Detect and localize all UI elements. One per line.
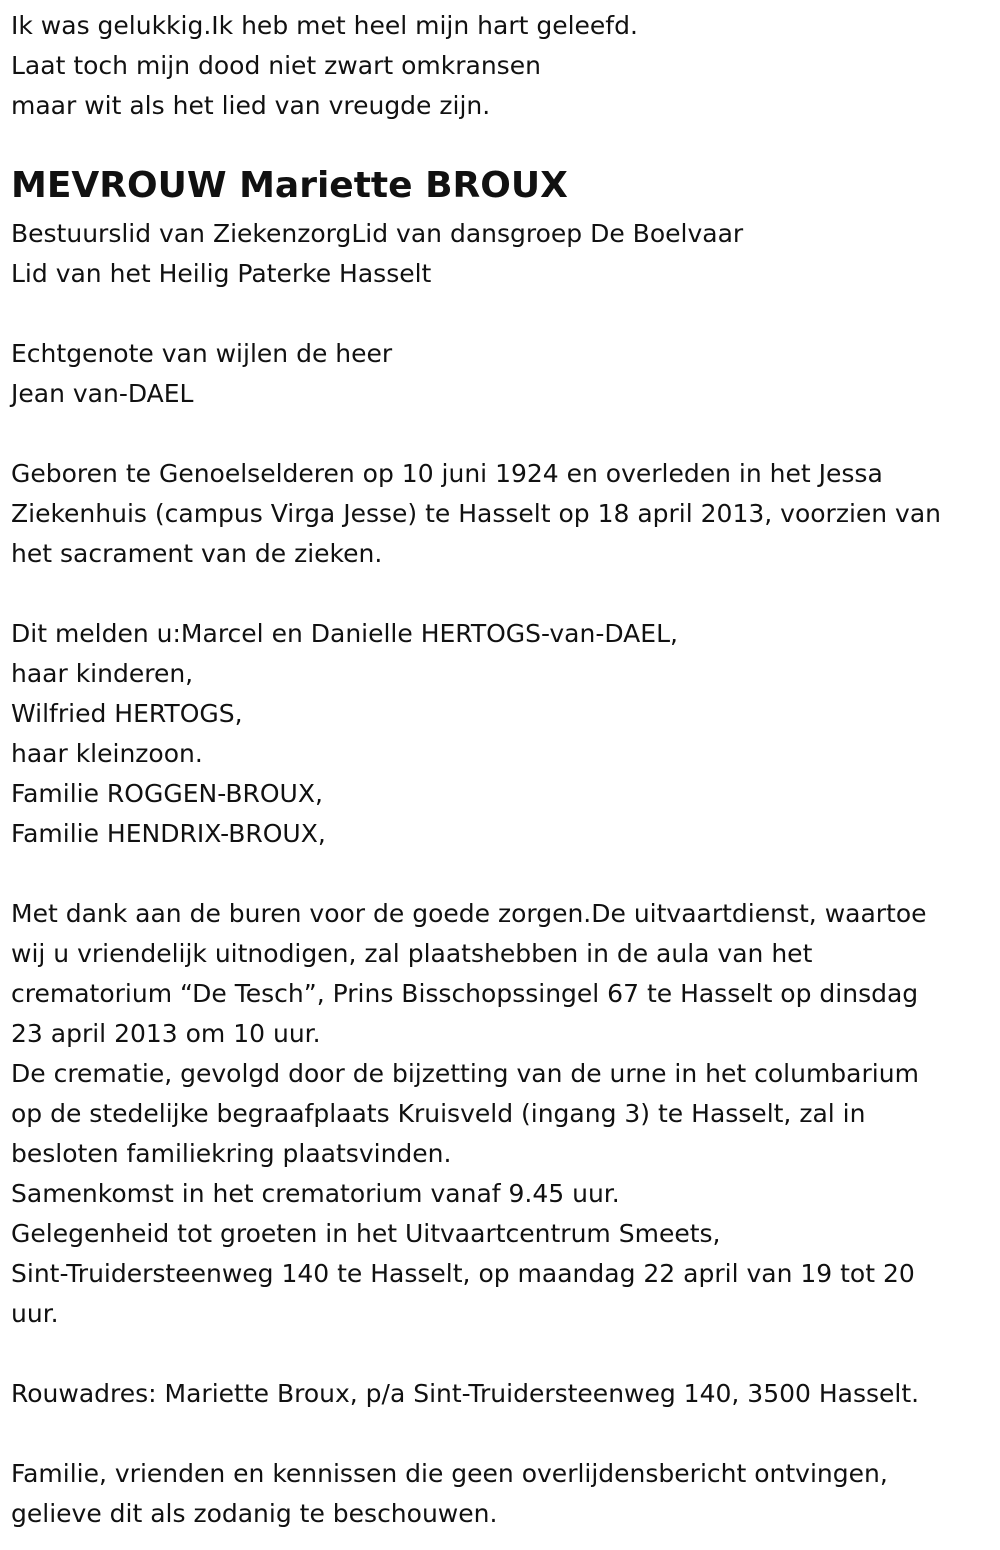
ceremony-line: Samenkomst in het crematorium vanaf 9.45 uur. xyxy=(11,1179,620,1208)
closing-line: gelieve dit als zodanig te beschouwen. xyxy=(11,1499,498,1528)
ceremony-line: 23 april 2013 om 10 uur. xyxy=(11,1019,321,1048)
ceremony-line: crematorium “De Tesch”, Prins Bisschopssingel 67 te Hasselt op dinsdag xyxy=(11,979,919,1008)
poem-block xyxy=(11,6,991,126)
closing-line: Familie, vrienden en kennissen die geen overlijdensbericht ontvingen, xyxy=(11,1459,888,1488)
birth-death-block xyxy=(11,454,991,574)
membership-line: Bestuurslid van ZiekenzorgLid van dansgroep De Boelvaar xyxy=(11,219,744,248)
announcers-block xyxy=(11,614,991,854)
announcer-line: Familie ROGGEN-BROUX, xyxy=(11,779,323,808)
birth-death-line: het sacrament van de zieken. xyxy=(11,539,383,568)
ceremony-block xyxy=(11,894,991,1334)
birth-death-line: Geboren te Genoelselderen op 10 juni 1924 en overleden in het Jessa xyxy=(11,459,883,488)
spouse-block xyxy=(11,334,991,414)
spacer xyxy=(11,854,991,894)
announcer-line: Dit melden u:Marcel en Danielle HERTOGS-van-DAEL, xyxy=(11,619,678,648)
membership-line: Lid van het Heilig Paterke Hasselt xyxy=(11,259,432,288)
ceremony-line: wij u vriendelijk uitnodigen, zal plaatshebben in de aula van het xyxy=(11,939,813,968)
ceremony-line: besloten familiekring plaatsvinden. xyxy=(11,1139,452,1168)
announcer-line: Familie HENDRIX-BROUX, xyxy=(11,819,326,848)
spacer xyxy=(11,126,991,162)
spouse-line: Echtgenote van wijlen de heer xyxy=(11,339,393,368)
spacer xyxy=(11,294,991,334)
obituary-notice xyxy=(11,6,991,1534)
announcer-line: Wilfried HERTOGS, xyxy=(11,699,243,728)
spouse-line: Jean van-DAEL xyxy=(11,379,194,408)
deceased-name-heading: MEVROUW Mariette BROUX xyxy=(11,165,568,206)
announcer-line: haar kinderen, xyxy=(11,659,194,688)
ceremony-line: op de stedelijke begraafplaats Kruisveld (ingang 3) te Hasselt, zal in xyxy=(11,1099,866,1128)
closing-block xyxy=(11,1454,991,1534)
address-block xyxy=(11,1374,991,1414)
spacer xyxy=(11,1414,991,1454)
address-line: Rouwadres: Mariette Broux, p/a Sint-Truidersteenweg 140, 3500 Hasselt. xyxy=(11,1379,920,1408)
ceremony-line: De crematie, gevolgd door de bijzetting van de urne in het columbarium xyxy=(11,1059,919,1088)
poem-line: Laat toch mijn dood niet zwart omkransen xyxy=(11,51,541,80)
ceremony-line: uur. xyxy=(11,1299,59,1328)
ceremony-line: Met dank aan de buren voor de goede zorgen.De uitvaartdienst, waartoe xyxy=(11,899,927,928)
spacer xyxy=(11,574,991,614)
birth-death-line: Ziekenhuis (campus Virga Jesse) te Hasselt op 18 april 2013, voorzien van xyxy=(11,499,942,528)
spacer xyxy=(11,414,991,454)
memberships-block xyxy=(11,214,991,294)
announcer-line: haar kleinzoon. xyxy=(11,739,203,768)
ceremony-line: Sint-Truidersteenweg 140 te Hasselt, op maandag 22 april van 19 tot 20 xyxy=(11,1259,915,1288)
poem-line: Ik was gelukkig.Ik heb met heel mijn hart geleefd. xyxy=(11,11,638,40)
ceremony-line: Gelegenheid tot groeten in het Uitvaartcentrum Smeets, xyxy=(11,1219,721,1248)
spacer xyxy=(11,1334,991,1374)
poem-line: maar wit als het lied van vreugde zijn. xyxy=(11,91,491,120)
